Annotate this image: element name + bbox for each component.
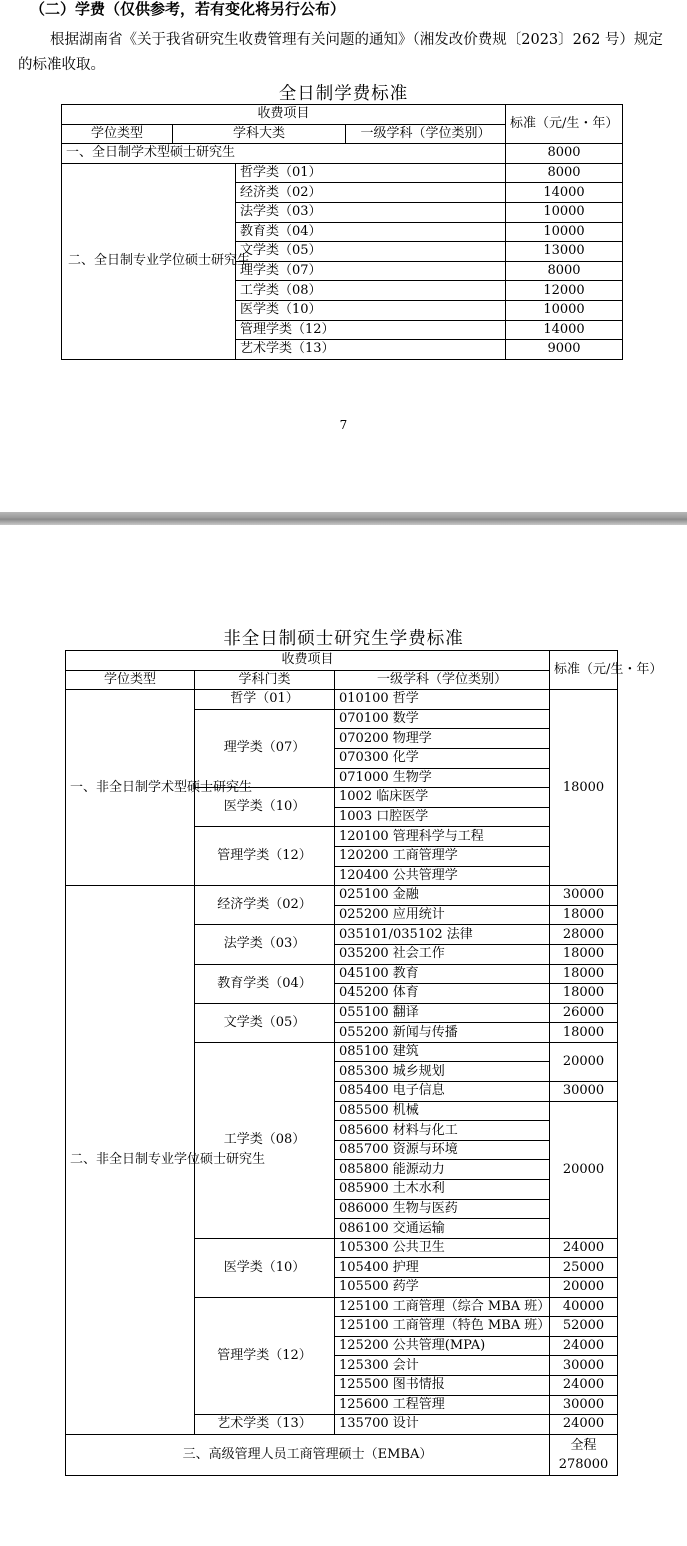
category-cell: 医学类（10）: [195, 1238, 335, 1297]
category-cell: 医学类（10）: [195, 788, 335, 827]
fee-cell: 8000: [506, 163, 623, 183]
subject-cell: 035101/035102 法律: [335, 925, 550, 945]
fee-cell: 30000: [550, 1356, 618, 1376]
category-cell: 管理学类（12）: [195, 1297, 335, 1415]
page-divider: [0, 512, 687, 525]
fulltime-fee-table: [61, 104, 623, 360]
subject-cell: 085800 能源动力: [335, 1160, 550, 1180]
subject-cell: 055100 翻译: [335, 1003, 550, 1023]
subject-cell: 125100 工商管理（综合 MBA 班）: [335, 1297, 550, 1317]
subject-cell: 135700 设计: [335, 1415, 550, 1435]
category-cell: 文学类（05）: [236, 242, 506, 262]
category-cell: 哲学（01）: [195, 690, 335, 710]
parttime-fee-table: [65, 650, 663, 1476]
category-cell: 艺术学类（13）: [236, 340, 506, 360]
category-cell: 工学类（08）: [236, 281, 506, 301]
subject-cell: 085100 建筑: [335, 1042, 550, 1062]
header-degree-type: 学位类型: [62, 124, 173, 144]
fee-cell: 18000: [550, 944, 618, 964]
category-cell: 教育学类（04）: [195, 964, 335, 1003]
academic-label: 一、全日制学术型硕士研究生: [62, 144, 506, 164]
category-cell: 经济学类（02）: [195, 886, 335, 925]
subject-cell: 125200 公共管理(MPA): [335, 1336, 550, 1356]
header-degree-type: 学位类型: [66, 670, 195, 690]
subject-cell: 055200 新闻与传播: [335, 1023, 550, 1043]
section-paragraph: 根据湖南省《关于我省研究生收费管理有关问题的通知》（湘发改价费规〔2023〕262 号）规定的标准收取。: [18, 32, 663, 73]
page-number: 7: [339, 418, 348, 432]
subject-cell: 070100 数学: [335, 709, 550, 729]
subject-cell: 070200 物理学: [335, 729, 550, 749]
subject-cell: 125300 会计: [335, 1356, 550, 1376]
subject-cell: 1002 临床医学: [335, 788, 550, 808]
fee-cell: 9000: [506, 340, 623, 360]
emba-fee-line1: 全程: [570, 1437, 597, 1453]
category-cell: 法学类（03）: [195, 925, 335, 964]
category-cell: 经济类（02）: [236, 183, 506, 203]
header-discipline: 学科门类: [195, 670, 335, 690]
fee-cell: 30000: [550, 1395, 618, 1415]
subject-cell: 045100 教育: [335, 964, 550, 984]
fee-cell: 24000: [550, 1336, 618, 1356]
fee-cell: 10000: [506, 222, 623, 242]
category-cell: 哲学类（01）: [236, 163, 506, 183]
subject-cell: 025100 金融: [335, 886, 550, 906]
fee-cell: 24000: [550, 1375, 618, 1395]
fee-cell: 14000: [506, 320, 623, 340]
fee-cell: 8000: [506, 261, 623, 281]
subject-cell: 025200 应用统计: [335, 905, 550, 925]
subject-cell: 120200 工商管理学: [335, 846, 550, 866]
fee-cell: 18000: [550, 964, 618, 984]
fee-cell: 24000: [550, 1238, 618, 1258]
subject-cell: 071000 生物学: [335, 768, 550, 788]
emba-fee-line2: 278000: [558, 1456, 609, 1472]
category-cell: 管理学类（12）: [195, 827, 335, 886]
fee-cell: 20000: [550, 1278, 618, 1298]
fee-cell: 18000: [550, 1023, 618, 1043]
subject-cell: 125500 图书情报: [335, 1375, 550, 1395]
fee-cell: 12000: [506, 281, 623, 301]
fee-cell: 30000: [550, 886, 618, 906]
fee-cell: 28000: [550, 925, 618, 945]
header-fee-item: 收费项目: [66, 651, 550, 671]
subject-cell: 085600 材料与化工: [335, 1121, 550, 1141]
page-8: [0, 525, 687, 1546]
subject-cell: 086100 交通运输: [335, 1219, 550, 1239]
header-discipline: 学科大类: [173, 124, 346, 144]
header-first-level: 一级学科（学位类别）: [335, 670, 550, 690]
subject-cell: 105300 公共卫生: [335, 1238, 550, 1258]
parttime-table-title: 非全日制硕士研究生学费标准: [223, 629, 464, 649]
fee-cell: 25000: [550, 1258, 618, 1278]
subject-cell: 105500 药学: [335, 1278, 550, 1298]
category-cell: 法学类（03）: [236, 202, 506, 222]
category-cell: 理学类（07）: [195, 709, 335, 787]
fee-cell: 18000: [550, 690, 618, 886]
category-cell: 管理学类（12）: [236, 320, 506, 340]
category-cell: 文学类（05）: [195, 1003, 335, 1042]
header-fee-item: 收费项目: [62, 105, 506, 125]
subject-cell: 085700 资源与环境: [335, 1140, 550, 1160]
fee-cell: 10000: [506, 300, 623, 320]
fulltime-table-title: 全日制学费标准: [278, 84, 409, 104]
subject-cell: 085300 城乡规划: [335, 1062, 550, 1082]
fee-cell: 8000: [506, 144, 623, 164]
category-cell: 艺术学类（13）: [195, 1415, 335, 1435]
category-cell: 工学类（08）: [195, 1042, 335, 1238]
subject-cell: 085400 电子信息: [335, 1082, 550, 1102]
header-standard: 标准（元/生・年）: [550, 651, 618, 690]
fee-cell: 30000: [550, 1082, 618, 1102]
header-standard: 标准（元/生・年）: [506, 105, 623, 144]
fee-cell: 10000: [506, 202, 623, 222]
fee-cell: 18000: [550, 905, 618, 925]
category-cell: 理学类（07）: [236, 261, 506, 281]
fee-cell: 18000: [550, 984, 618, 1004]
subject-cell: 035200 社会工作: [335, 944, 550, 964]
fee-cell: 14000: [506, 183, 623, 203]
category-cell: 教育类（04）: [236, 222, 506, 242]
subject-cell: 105400 护理: [335, 1258, 550, 1278]
subject-cell: 125600 工程管理: [335, 1395, 550, 1415]
subject-cell: 086000 生物与医药: [335, 1199, 550, 1219]
subject-cell: 125100 工商管理（特色 MBA 班）: [335, 1317, 550, 1337]
fee-cell: 20000: [550, 1101, 618, 1238]
fee-cell: 24000: [550, 1415, 618, 1435]
subject-cell: 045200 体育: [335, 984, 550, 1004]
fee-cell: 26000: [550, 1003, 618, 1023]
subject-cell: 120100 管理科学与工程: [335, 827, 550, 847]
subject-cell: 010100 哲学: [335, 690, 550, 710]
fee-cell: 40000: [550, 1297, 618, 1317]
subject-cell: 085500 机械: [335, 1101, 550, 1121]
header-first-level: 一级学科（学位类别）: [346, 124, 506, 144]
page-7: [0, 0, 687, 512]
professional-label: 二、全日制专业学位硕士研究生: [62, 163, 236, 359]
category-cell: 医学类（10）: [236, 300, 506, 320]
emba-label: 三、高级管理人员工商管理硕士（EMBA）: [66, 1434, 550, 1475]
subject-cell: 120400 公共管理学: [335, 866, 550, 886]
fee-cell: 20000: [550, 1042, 618, 1081]
emba-fee: [550, 1434, 618, 1475]
professional-label: 二、非全日制专业学位硕士研究生: [66, 886, 195, 1435]
fee-cell: 13000: [506, 242, 623, 262]
subject-cell: 070300 化学: [335, 748, 550, 768]
section-heading: （二）学费（仅供参考，若有变化将另行公布）: [30, 0, 346, 18]
subject-cell: 1003 口腔医学: [335, 807, 550, 827]
fee-cell: 52000: [550, 1317, 618, 1337]
academic-label: 一、非全日制学术型硕士研究生: [66, 690, 195, 886]
subject-cell: 085900 土木水利: [335, 1180, 550, 1200]
